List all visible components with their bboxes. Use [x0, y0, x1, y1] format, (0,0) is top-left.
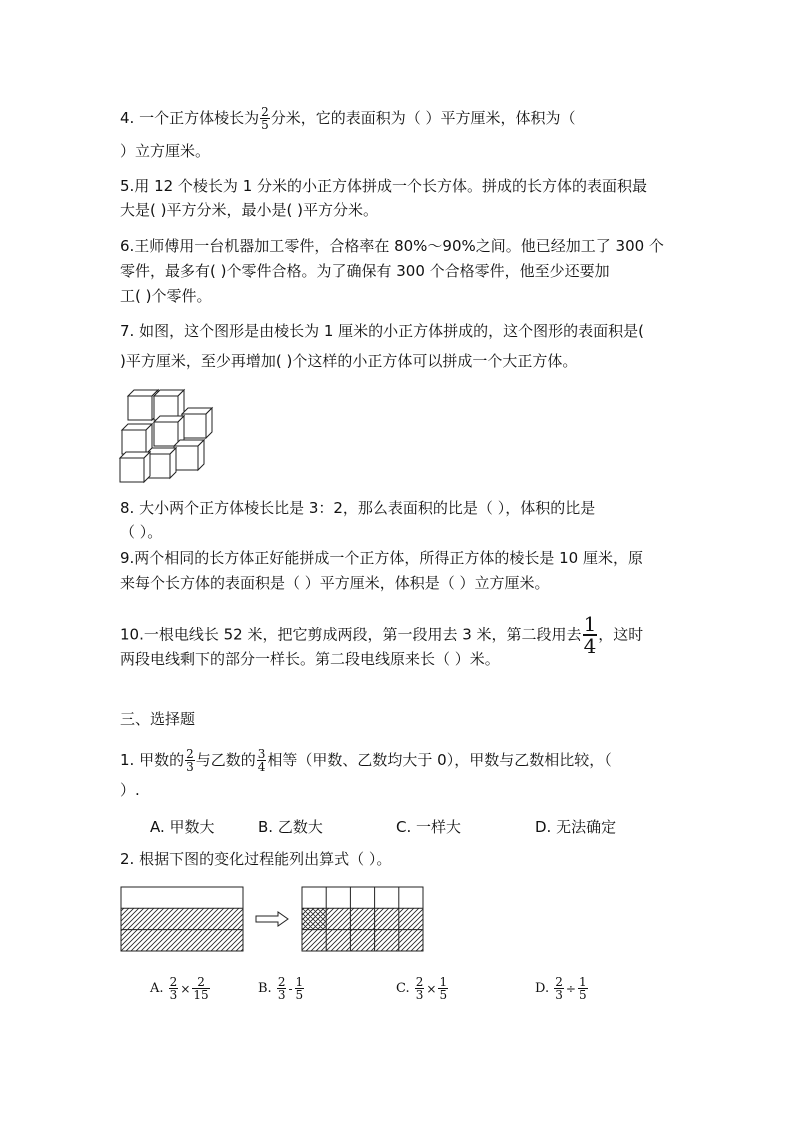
c2-option-d[interactable]: [535, 976, 589, 1001]
q4-frac-den: 5: [261, 118, 269, 132]
q10-text-b: ，这时: [598, 625, 644, 644]
c1-option-c[interactable]: C. 一样大: [396, 818, 462, 836]
c1-frac1-den: 3: [186, 760, 194, 774]
q8-line1: 8. 大小两个正方体棱长比是 3：2，那么表面积的比是（ ），体积的比是: [120, 499, 596, 517]
transformation-diagram: [118, 884, 428, 954]
c2-option-a[interactable]: [150, 976, 211, 1001]
operator: ×: [426, 981, 437, 996]
c2-option-a-label: A.: [150, 981, 164, 996]
q10-frac-num: 1: [583, 612, 597, 636]
q6-line2: 零件，最多有( )个零件合格。为了确保有 300 个合格零件，他至少还要加: [120, 262, 610, 280]
den: 3: [277, 988, 286, 1002]
c2-option-a-frac2: [192, 976, 209, 1001]
q4-text-b: 分米，它的表面积为（ ）平方厘米，体积为（: [270, 109, 576, 127]
c1-text-c: 相等（甲数、乙数均大于 0），甲数与乙数相比较，（: [267, 751, 612, 769]
q9-line1: 9.两个相同的长方体正好能拼成一个正方体，所得正方体的棱长是 10 厘米，原: [120, 549, 643, 567]
operator: -: [288, 981, 293, 996]
c2-line1: 2. 根据下图的变化过程能列出算式（ ）。: [120, 850, 392, 868]
c2-option-b-frac1: [277, 976, 287, 1001]
c1-option-b[interactable]: B. 乙数大: [258, 818, 323, 836]
c1-text-a: 1. 甲数的: [120, 751, 185, 769]
q4-line2: ）立方厘米。: [120, 142, 211, 160]
q10-fraction: [583, 614, 598, 656]
den: 5: [578, 988, 587, 1002]
q10-line2: 两段电线剩下的部分一样长。第二段电线原来长（ ）米。: [120, 650, 500, 668]
q5-line1: 5.用 12 个棱长为 1 分米的小正方体拼成一个长方体。拼成的长方体的表面积最: [120, 177, 648, 195]
q5-line2: 大是( )平方分米，最小是( )平方分米。: [120, 201, 378, 219]
c1-text-b: 与乙数的: [195, 751, 256, 769]
num: 1: [295, 975, 304, 989]
c1-frac2-num: 3: [257, 747, 266, 761]
c2-option-b-frac2: [295, 976, 305, 1001]
num: 2: [277, 975, 286, 989]
c1-line2: ）.: [120, 781, 140, 799]
q7-line2: )平方厘米，至少再增加( )个这样的小正方体可以拼成一个大正方体。: [120, 352, 578, 370]
c2-option-d-frac2: [578, 976, 588, 1001]
q6-line1: 6.王师傅用一台机器加工零件，合格率在 80%～90%之间。他已经加工了 300 个: [120, 237, 664, 255]
num: 2: [197, 975, 205, 989]
c2-option-d-label: D.: [535, 981, 550, 996]
den: 3: [555, 988, 563, 1002]
den: 5: [439, 988, 448, 1002]
operator: ÷: [565, 981, 576, 996]
c2-option-c-frac2: [438, 976, 448, 1001]
q8-line2: （ ）。: [120, 523, 163, 541]
c2-option-b[interactable]: [258, 976, 305, 1001]
den: 5: [295, 988, 304, 1002]
den: 15: [193, 988, 209, 1002]
q4-frac-num: 2: [261, 105, 269, 119]
c2-option-d-frac1: [554, 976, 564, 1001]
q10-frac-den: 4: [583, 634, 597, 658]
num: 2: [555, 975, 563, 989]
num: 1: [439, 975, 448, 989]
cube-stack-figure: [116, 384, 220, 488]
section-3-title: 三、选择题: [120, 710, 196, 728]
num: 2: [169, 975, 178, 989]
c1-option-a[interactable]: A. 甲数大: [150, 818, 215, 836]
q4-text-a: 4. 一个正方体棱长为: [120, 109, 260, 127]
operator: ×: [180, 981, 191, 996]
q4-fraction: [260, 106, 270, 131]
c1-fraction-1: [185, 748, 195, 773]
den: 3: [169, 988, 178, 1002]
c1-option-d[interactable]: D. 无法确定: [535, 818, 617, 836]
c1-fraction-2: [257, 748, 267, 773]
q10-text-a: 10.一根电线长 52 米，把它剪成两段，第一段用去 3 米，第二段用去: [120, 625, 582, 644]
num: 2: [415, 975, 424, 989]
q6-line3: 工( )个零件。: [120, 287, 212, 305]
c1-frac1-num: 2: [186, 747, 194, 761]
c2-option-b-label: B.: [258, 981, 272, 996]
c1-frac2-den: 4: [257, 760, 266, 774]
c2-option-c-label: C.: [396, 981, 410, 996]
num: 1: [578, 975, 587, 989]
c2-option-c[interactable]: [396, 976, 449, 1001]
c2-option-a-frac1: [169, 976, 179, 1001]
c2-option-c-frac1: [415, 976, 425, 1001]
q4-line1: [120, 106, 576, 131]
q7-line1: 7. 如图，这个图形是由棱长为 1 厘米的小正方体拼成的，这个图形的表面积是(: [120, 322, 645, 340]
den: 3: [415, 988, 424, 1002]
q9-line2: 来每个长方体的表面积是（ ）平方厘米，体积是（ ）立方厘米。: [120, 574, 550, 592]
c1-line1: [120, 748, 612, 773]
